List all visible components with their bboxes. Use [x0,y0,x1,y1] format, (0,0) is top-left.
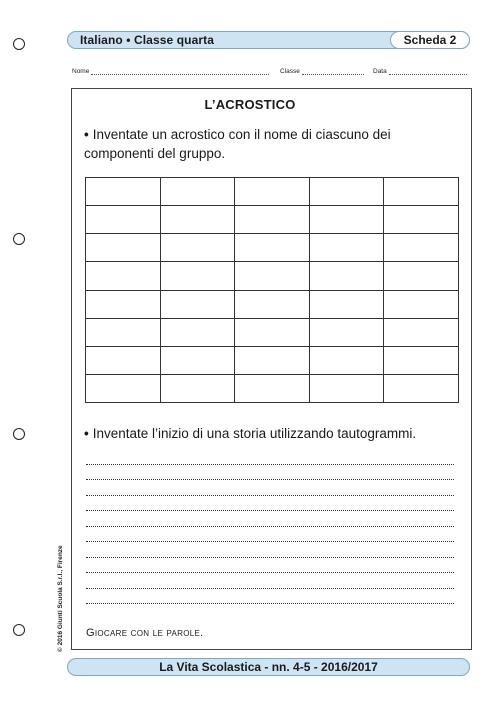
grid-row [86,234,459,262]
grid-cell[interactable] [160,374,235,402]
writing-line[interactable] [86,465,454,481]
grid-cell[interactable] [235,206,310,234]
grid-row [86,262,459,290]
grid-cell[interactable] [235,290,310,318]
class-field[interactable] [280,68,364,75]
grid-cell[interactable] [309,318,384,346]
grid-cell[interactable] [160,290,235,318]
grid-cell[interactable] [86,318,161,346]
writing-line[interactable] [86,527,454,543]
punch-hole-upper [13,233,25,245]
date-field[interactable] [373,68,467,75]
instruction-acrostic [84,125,391,163]
instruction-acrostic-line2: componenti del gruppo. [84,146,226,161]
writing-line[interactable] [86,558,454,574]
name-field[interactable] [72,68,269,75]
punch-hole-lower [13,428,25,440]
date-dotline [389,68,467,75]
writing-line[interactable] [86,542,454,558]
writing-line[interactable] [86,496,454,512]
sheet-label: Scheda 2 [390,31,470,49]
grid-cell[interactable] [384,318,459,346]
grid-cell[interactable] [235,262,310,290]
grid-cell[interactable] [160,234,235,262]
worksheet-heading: L’ACROSTICO [204,97,296,112]
class-label: Classe [280,68,300,75]
bullet: • [84,426,89,441]
grid-cell[interactable] [160,206,235,234]
grid-cell[interactable] [86,178,161,206]
grid-cell[interactable] [86,262,161,290]
name-label: Nome [72,68,90,75]
header-bar [67,31,470,49]
footer-bar: La Vita Scolastica - nn. 4-5 - 2016/2017 [67,658,470,676]
grid-cell[interactable] [384,262,459,290]
grid-cell[interactable] [309,234,384,262]
grid-cell[interactable] [160,262,235,290]
grid-cell[interactable] [309,346,384,374]
grid-row [86,290,459,318]
instruction-story-text: Inventate l’inizio di una storia utilizzando tautogrammi. [92,426,417,441]
grid-cell[interactable] [235,178,310,206]
writing-lines [86,449,454,604]
grid-cell[interactable] [384,206,459,234]
grid-cell[interactable] [86,206,161,234]
date-label: Data [373,68,387,75]
grid-cell[interactable] [160,318,235,346]
instruction-acrostic-line1: Inventate un acrostico con il nome di ciascuno dei [92,127,391,142]
grid-row [86,206,459,234]
grid-cell[interactable] [384,374,459,402]
writing-line[interactable] [86,480,454,496]
grid-row [86,318,459,346]
class-dotline [302,68,364,75]
grid-row [86,178,459,206]
instruction-story [84,424,416,443]
writing-line[interactable] [86,573,454,589]
punch-hole-bottom [13,624,25,636]
grid-cell[interactable] [86,290,161,318]
grid-cell[interactable] [384,290,459,318]
grid-cell[interactable] [384,234,459,262]
grid-cell[interactable] [309,290,384,318]
grid-row [86,346,459,374]
grid-cell[interactable] [86,374,161,402]
grid-cell[interactable] [235,346,310,374]
header-title: Italiano • Classe quarta [80,33,214,47]
student-fields [72,68,470,80]
writing-line[interactable] [86,511,454,527]
grid-cell[interactable] [160,178,235,206]
writing-line[interactable] [86,589,454,605]
grid-cell[interactable] [309,262,384,290]
punch-hole-top [13,38,25,50]
grid-cell[interactable] [384,178,459,206]
grid-cell[interactable] [384,346,459,374]
grid-cell[interactable] [235,374,310,402]
grid-cell[interactable] [235,318,310,346]
copyright-notice: © 2016 Giunti Scuola S.r.l., Firenze [57,545,64,652]
footer-note: Giocare con le parole. [86,627,204,639]
grid-cell[interactable] [309,374,384,402]
grid-cell[interactable] [86,234,161,262]
writing-line[interactable] [86,449,454,465]
name-dotline [91,68,269,75]
grid-cell[interactable] [160,346,235,374]
grid-cell[interactable] [309,206,384,234]
acrostic-grid [85,177,459,403]
bullet: • [84,127,89,142]
grid-row [86,374,459,402]
grid-cell[interactable] [86,346,161,374]
grid-cell[interactable] [235,234,310,262]
grid-cell[interactable] [309,178,384,206]
